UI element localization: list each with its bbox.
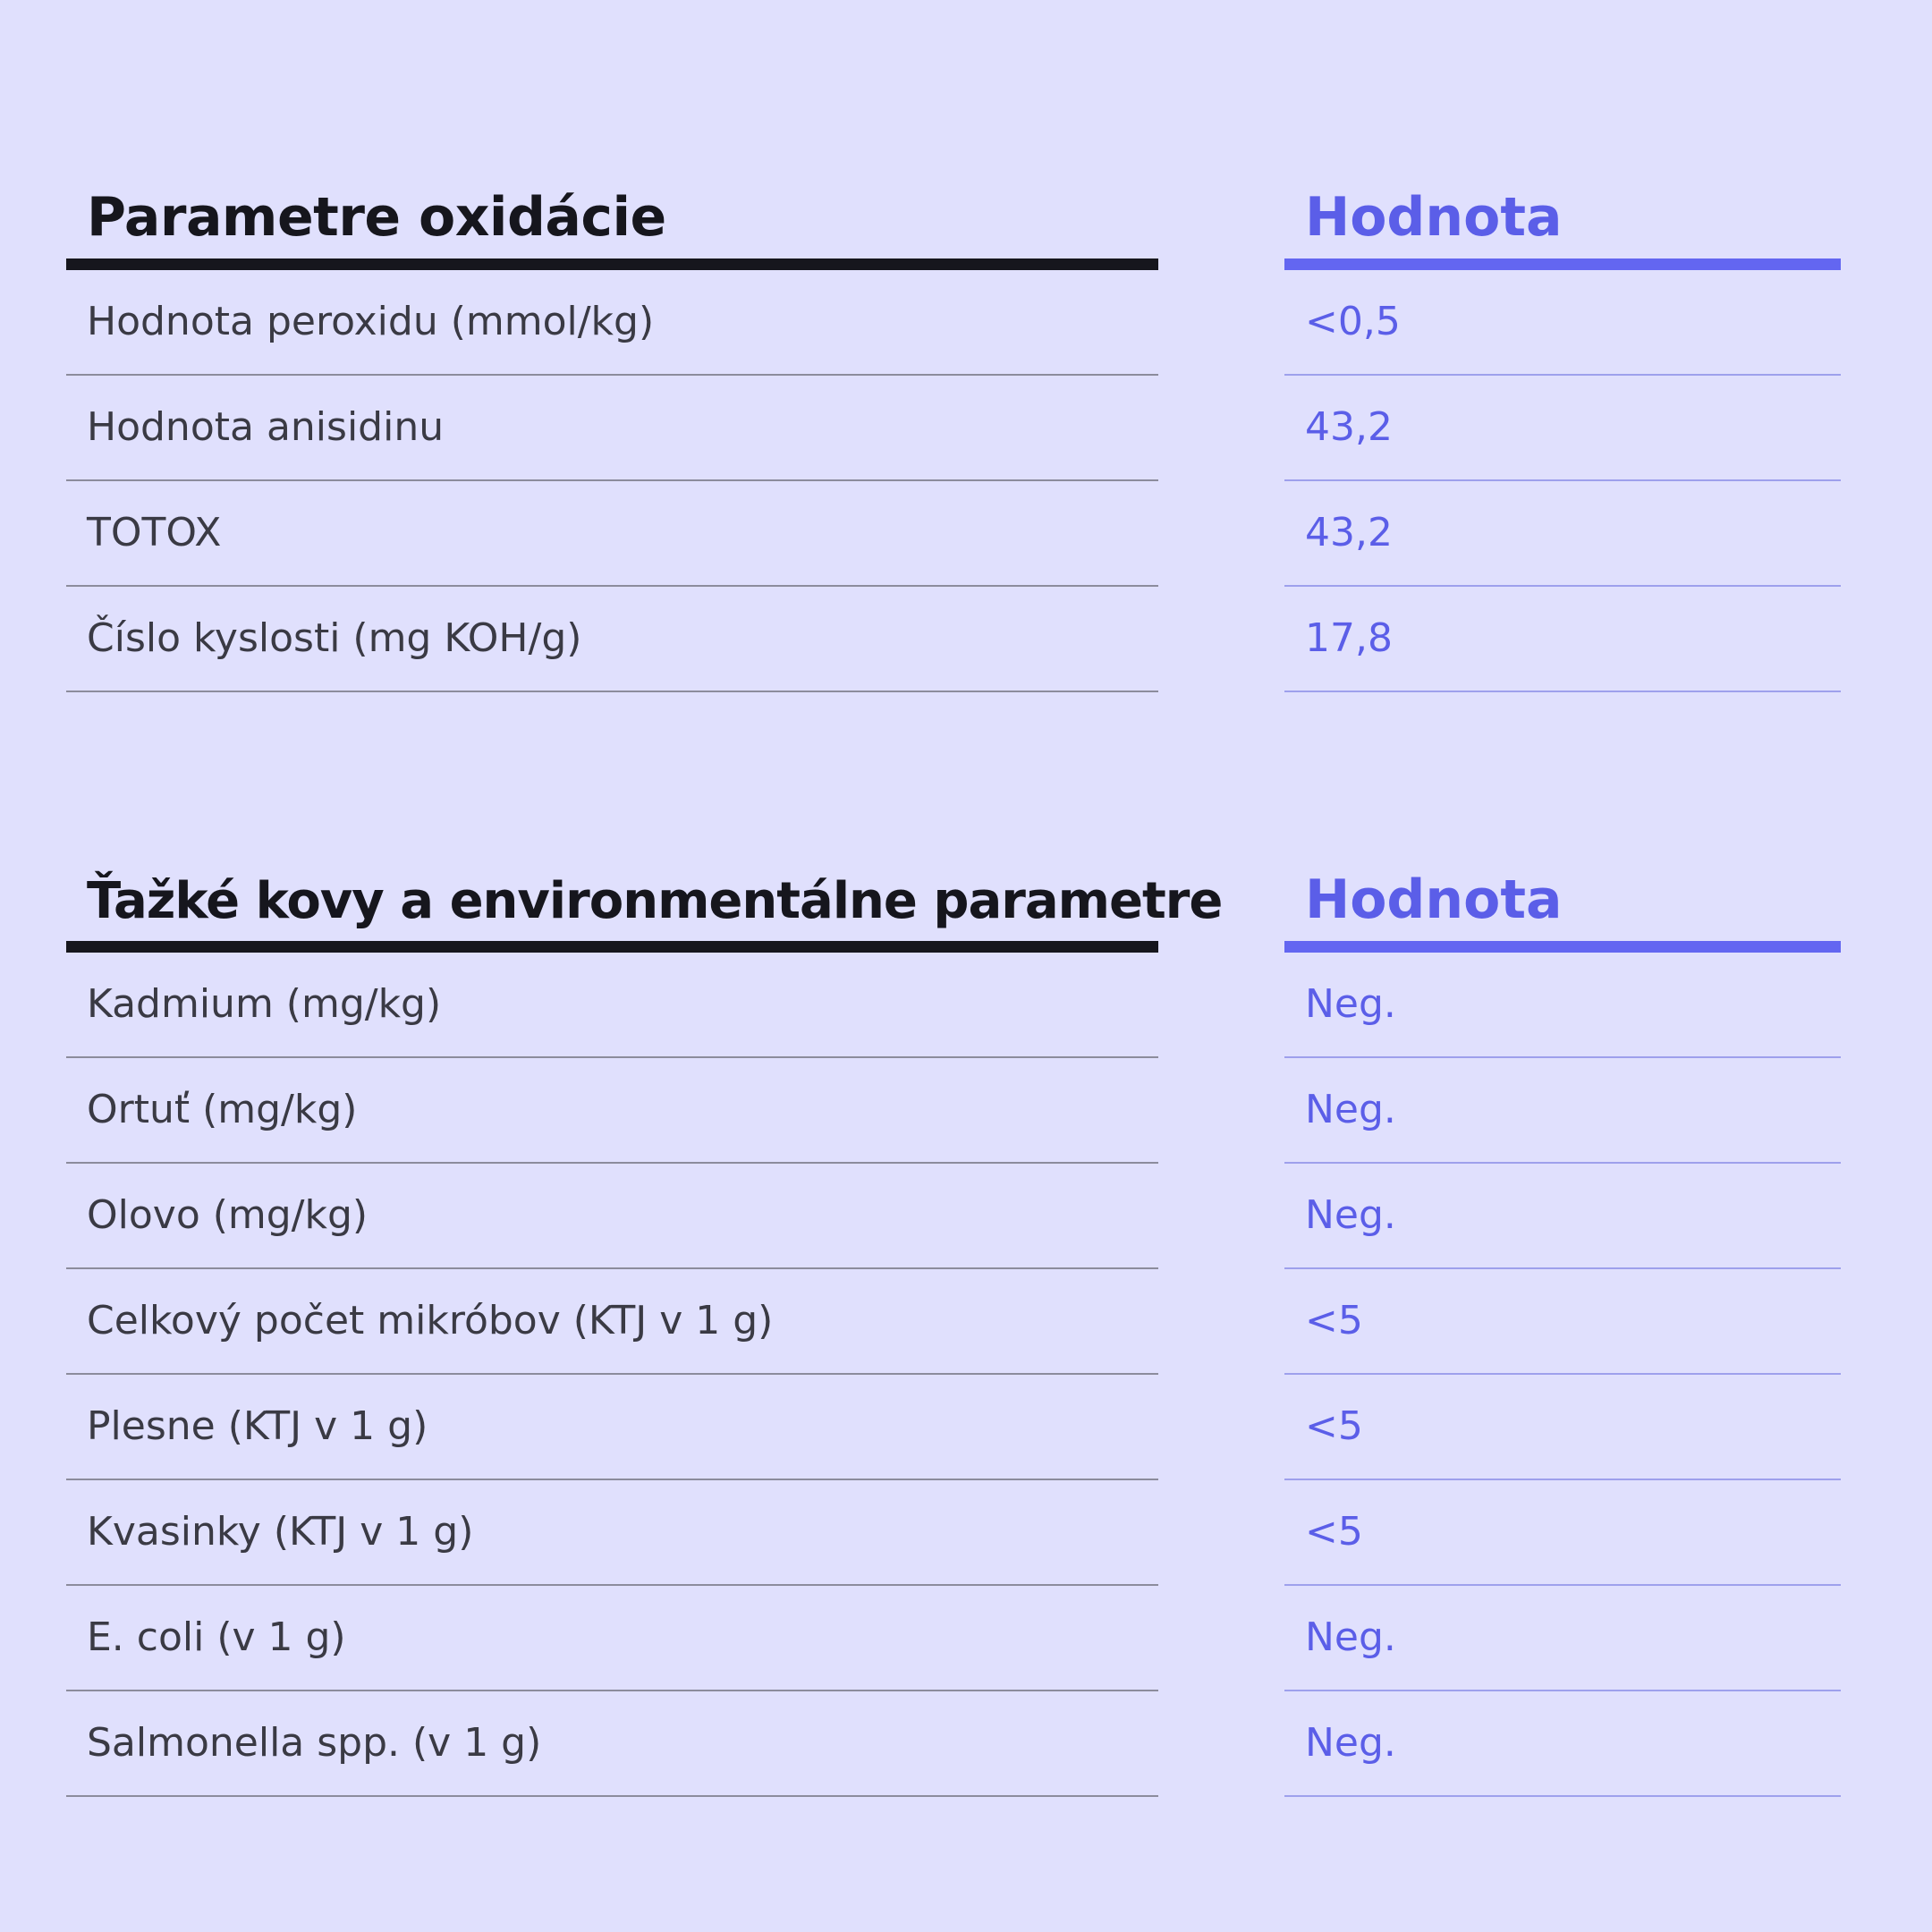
row-label: Kadmium (mg/kg): [87, 981, 442, 1027]
table-row: [66, 1269, 1158, 1375]
table-row: [66, 1586, 1158, 1691]
row-label: Hodnota anisidinu: [87, 404, 445, 450]
row-value: Neg.: [1305, 1087, 1396, 1132]
section-title: Ťažké kovy a environmentálne parametre: [87, 872, 1223, 930]
row-label: Olovo (mg/kg): [87, 1192, 369, 1238]
table-row: [1284, 1164, 1841, 1269]
table-row: [1284, 481, 1841, 587]
row-value: 43,2: [1305, 404, 1393, 450]
table-row: [1284, 587, 1841, 692]
table-row: [1284, 1480, 1841, 1586]
value-header: Hodnota: [1305, 186, 1563, 249]
table-row: [66, 1375, 1158, 1480]
table-row: [66, 376, 1158, 481]
section-heading: [66, 857, 1223, 953]
section-title: Parametre oxidácie: [87, 186, 666, 249]
table-row: [1284, 270, 1841, 376]
row-value: 43,2: [1305, 510, 1393, 555]
section-heading: [66, 174, 1158, 270]
table-row: [66, 587, 1158, 692]
table-row: [66, 270, 1158, 376]
row-value: Neg.: [1305, 1192, 1396, 1238]
value-column: [1284, 857, 1841, 1797]
table-row: [1284, 953, 1841, 1058]
row-value: Neg.: [1305, 981, 1396, 1027]
table-row: [66, 953, 1158, 1058]
row-label: Celkový počet mikróbov (KTJ v 1 g): [87, 1298, 774, 1343]
table-row: [1284, 1586, 1841, 1691]
row-value: <5: [1305, 1403, 1363, 1449]
row-label: Číslo kyslosti (mg KOH/g): [87, 615, 582, 661]
table-row: [66, 1058, 1158, 1164]
row-label: Ortuť (mg/kg): [87, 1087, 358, 1132]
row-value: <0,5: [1305, 299, 1401, 344]
table-row: [1284, 1058, 1841, 1164]
value-column: [1284, 174, 1841, 692]
value-heading: [1284, 857, 1841, 953]
table-row: [66, 481, 1158, 587]
table-row: [1284, 1691, 1841, 1797]
value-header: Hodnota: [1305, 869, 1563, 931]
parameter-column: [66, 857, 1223, 1797]
row-value: Neg.: [1305, 1614, 1396, 1660]
row-value: Neg.: [1305, 1720, 1396, 1766]
row-value: <5: [1305, 1298, 1363, 1343]
table-row: [1284, 1269, 1841, 1375]
row-label: E. coli (v 1 g): [87, 1614, 346, 1660]
value-heading: [1284, 174, 1841, 270]
table-row: [1284, 1375, 1841, 1480]
row-label: Plesne (KTJ v 1 g): [87, 1403, 428, 1449]
table-row: [1284, 376, 1841, 481]
table-row: [66, 1691, 1158, 1797]
table-row: [66, 1480, 1158, 1586]
row-label: Kvasinky (KTJ v 1 g): [87, 1509, 474, 1555]
row-label: Hodnota peroxidu (mmol/kg): [87, 299, 655, 344]
row-value: 17,8: [1305, 615, 1393, 661]
row-label: TOTOX: [87, 510, 222, 555]
row-value: <5: [1305, 1509, 1363, 1555]
table-row: [66, 1164, 1158, 1269]
parameter-column: [66, 174, 1158, 692]
row-label: Salmonella spp. (v 1 g): [87, 1720, 542, 1766]
